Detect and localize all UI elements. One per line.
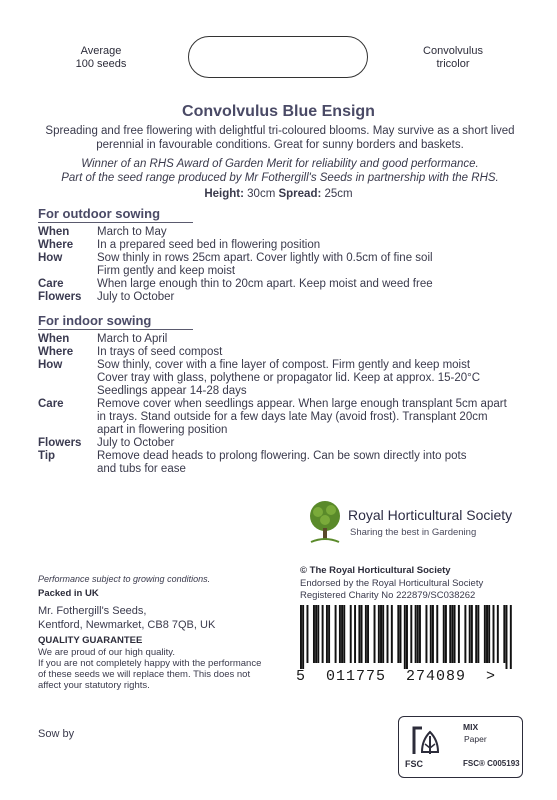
outdoor-row-value: When large enough thin to 20cm apart. Keep moist and weed free — [97, 278, 433, 290]
packed-in: Packed in UK — [38, 588, 99, 599]
outdoor-row-value: In a prepared seed bed in flowering position — [97, 239, 321, 251]
indoor-row-label: How — [38, 359, 63, 371]
indoor-row-label: Care — [38, 398, 64, 410]
outdoor-row-label: Flowers — [38, 291, 82, 303]
barcode-bar — [503, 605, 505, 663]
barcode-bar — [326, 605, 328, 663]
barcode-bar — [417, 605, 419, 663]
barcode-bar — [341, 605, 343, 663]
barcode-bar — [430, 605, 432, 663]
barcode-bar — [464, 605, 466, 663]
latin-name: Convolvulus tricolor — [423, 45, 483, 70]
indoor-row-label: When — [38, 333, 70, 345]
barcode-bar — [451, 605, 453, 663]
barcode-bar — [419, 605, 421, 663]
barcode-bar — [493, 605, 495, 663]
barcode-bar — [382, 605, 384, 663]
barcode — [300, 605, 512, 669]
spread-label: Spread: — [278, 188, 322, 200]
barcode-bar — [302, 605, 304, 669]
spread-value: 25cm — [324, 188, 353, 200]
barcode-bar — [445, 605, 447, 663]
indoor-row-value: In trays of seed compost — [97, 346, 223, 358]
barcode-bar — [339, 605, 341, 663]
barcode-bar — [358, 605, 360, 663]
rhs-tagline: Sharing the best in Gardening — [350, 527, 477, 538]
award-line-2: Part of the seed range produced by Mr Fothergill's Seeds in partnership with the RHS. — [61, 172, 499, 184]
barcode-bar — [391, 605, 393, 663]
quality-text: We are proud of our high quality. If you are not completely happy with the performance of these seeds we will replace them. This does not affect your statutory rights. — [38, 647, 262, 691]
barcode-bar — [328, 605, 330, 663]
barcode-bar — [432, 605, 434, 663]
barcode-bar — [425, 605, 427, 663]
outdoor-rule — [38, 222, 193, 223]
barcode-bar — [458, 605, 460, 663]
indoor-row-label: Tip — [38, 450, 56, 462]
rhs-tree-icon — [305, 498, 345, 546]
barcode-bar — [415, 605, 417, 663]
sow-by-label: Sow by — [38, 728, 75, 740]
barcode-bar — [322, 605, 324, 663]
indoor-row-value: July to October — [97, 437, 175, 449]
barcode-bar — [410, 605, 412, 663]
barcode-bar — [488, 605, 490, 663]
price-oval — [188, 36, 368, 78]
intro-text: Spreading and free flowering with delightful tri-coloured blooms. May survive as a short lived perennial in favourable conditions. Great for sunny borders and baskets. — [45, 125, 515, 151]
indoor-row-value: Sow thinly, cover with a fine layer of compost. Firm gently and keep moist Cover tray with glass, polythene or propagator lid. Keep at approx. 15-20°C Seedlings appear 14-28 days — [97, 359, 481, 397]
performance-note: Performance subject to growing conditions. — [38, 574, 211, 584]
outdoor-row-value: March to May — [97, 226, 167, 238]
barcode-bar — [313, 605, 315, 663]
barcode-bar — [436, 605, 438, 663]
indoor-row-label: Where — [38, 346, 74, 358]
barcode-bar — [343, 605, 345, 663]
barcode-bar — [497, 605, 499, 663]
barcode-bar — [484, 605, 486, 663]
barcode-bar — [335, 605, 337, 663]
barcode-bar — [477, 605, 479, 663]
fsc-code: FSC® C005193 — [463, 759, 520, 768]
outdoor-title: For outdoor sowing — [38, 206, 161, 221]
fsc-label: FSC — [405, 759, 423, 769]
outdoor-row-label: How — [38, 252, 63, 264]
barcode-bar — [510, 605, 512, 669]
barcode-bar — [380, 605, 382, 663]
outdoor-row-value: July to October — [97, 291, 175, 303]
barcode-bar — [443, 605, 445, 663]
quality-title: QUALITY GUARANTEE — [38, 635, 143, 646]
barcode-bar — [400, 605, 402, 663]
barcode-bar — [449, 605, 451, 663]
endorsement: Endorsed by the Royal Horticultural Society Registered Charity No 222879/SC038262 — [300, 578, 484, 601]
barcode-bar — [406, 605, 408, 669]
indoor-rule — [38, 329, 193, 330]
award-text — [37, 157, 523, 185]
barcode-bar — [387, 605, 389, 663]
barcode-bar — [367, 605, 369, 663]
seed-count: Average 100 seeds — [75, 45, 127, 70]
outdoor-row-value: Sow thinly in rows 25cm apart. Cover lightly with 0.5cm of fine soil Firm gently and keep moist — [97, 252, 433, 277]
indoor-row-value: March to April — [97, 333, 168, 345]
address: Mr. Fothergill's Seeds, Kentford, Newmarket, CB8 7QB, UK — [38, 605, 216, 631]
barcode-bar — [486, 605, 488, 663]
barcode-bar — [315, 605, 317, 663]
height-value: 30cm — [247, 188, 276, 200]
barcode-bar — [475, 605, 477, 663]
outdoor-row-label: Where — [38, 239, 74, 251]
barcode-bar — [471, 605, 473, 663]
rhs-name: Royal Horticultural Society — [348, 507, 513, 523]
product-title: Convolvulus Blue Ensign — [182, 103, 375, 120]
outdoor-row-label: Care — [38, 278, 64, 290]
barcode-bar — [306, 605, 308, 663]
indoor-row-value: Remove cover when seedlings appear. When large enough transplant 5cm apart in trays. Stand outside for a few days late May (avoid frost). Transplant 20cm apart in flowering position — [97, 398, 507, 436]
outdoor-row-label: When — [38, 226, 70, 238]
barcode-bar — [350, 605, 352, 663]
height-spread — [0, 188, 557, 200]
indoor-title: For indoor sowing — [38, 313, 152, 328]
barcode-bar — [469, 605, 471, 663]
barcode-bar — [317, 605, 319, 663]
barcode-bar — [361, 605, 363, 663]
barcode-bar — [506, 605, 508, 669]
indoor-row-value: Remove dead heads to prolong flowering. Can be sown directly into pots and tubs for ease — [97, 450, 467, 475]
barcode-bar — [365, 605, 367, 663]
barcode-bar — [454, 605, 456, 663]
barcode-digits: 5 011775 274089 > — [296, 668, 497, 685]
indoor-row-label: Flowers — [38, 437, 82, 449]
award-line-1: Winner of an RHS Award of Garden Merit for reliability and good performance. — [81, 158, 479, 170]
fsc-mix: MIX — [463, 722, 479, 732]
fsc-tree-icon — [408, 722, 448, 758]
fsc-paper: Paper — [464, 734, 487, 744]
barcode-bar — [378, 605, 380, 663]
barcode-bar — [404, 605, 406, 669]
barcode-bar — [397, 605, 399, 663]
barcode-bar — [300, 605, 302, 669]
barcode-bar — [354, 605, 356, 663]
copyright: © The Royal Horticultural Society — [300, 565, 451, 576]
height-label: Height: — [204, 188, 244, 200]
barcode-bar — [374, 605, 376, 663]
